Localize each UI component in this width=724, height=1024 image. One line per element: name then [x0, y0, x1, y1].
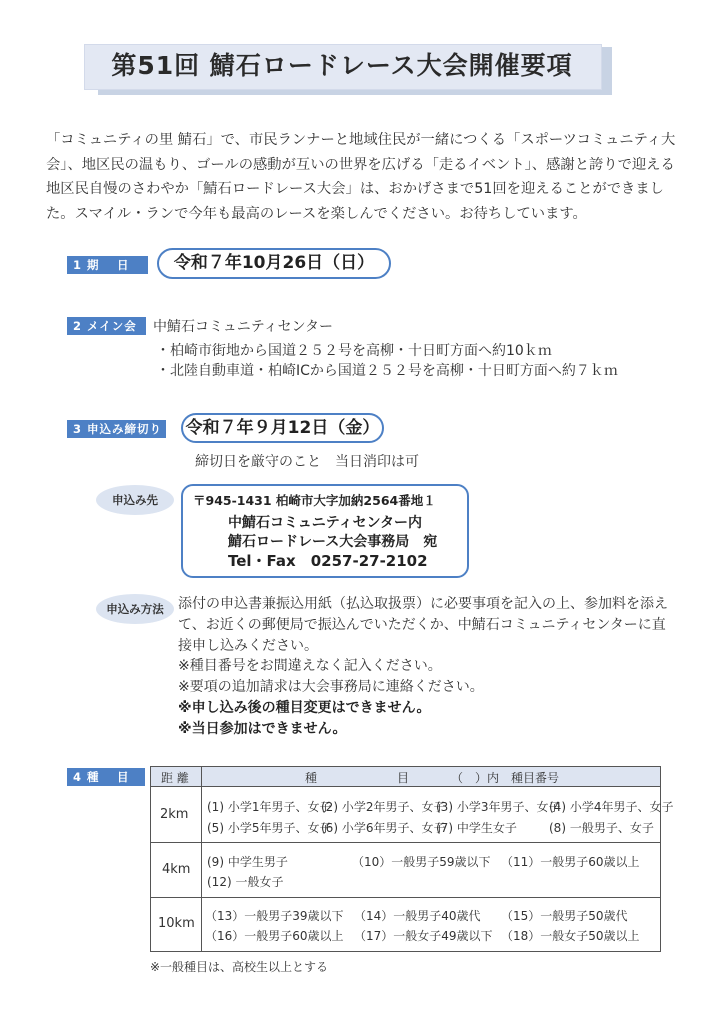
note-2: ※要項の追加請求は大会事務局に連絡ください。	[178, 679, 484, 695]
event-item: （16）一般男子60歳以上	[205, 929, 344, 943]
header-distance: 距 離	[161, 771, 189, 785]
section-label-venue: 2 メイン会場	[67, 317, 146, 335]
event-item: （18）一般女子50歳以上	[501, 929, 640, 943]
event-item: (12) 一般女子	[207, 875, 284, 889]
header-moku: 目	[397, 771, 410, 785]
event-item: (9) 中学生男子	[207, 855, 288, 869]
event-item: (4) 小学4年男子、女子	[549, 800, 674, 814]
section-label-events: 4 種 目	[67, 768, 145, 786]
event-item: (1) 小学1年男子、女子	[207, 800, 332, 814]
header-shu: 種	[305, 771, 318, 785]
intro-paragraph: 「コミュニティの里 鯖石」で、市民ランナーと地域住民が一緒につくる「スポーツコミュニティ大会」、地区民の温もり、ゴールの感動が互いの世界を広げる「走るイベント」、感謝と誇りで迎える地区民自慢のさわやか「鯖石ロードレース大会」は、おかげさまで51回を迎えることができました。スマイル・ランで今年も最高のレースを楽しんでください。お待ちしています。	[46, 132, 676, 222]
apply-to-label: 申込み先	[96, 485, 174, 515]
section-label-deadline: 3 申込み締切り	[67, 420, 166, 438]
event-item: （17）一般女子49歳以下	[354, 929, 493, 943]
venue-name: 中鯖石コミュニティセンター	[153, 319, 334, 335]
deadline-date: 令和７年９月12日（金）	[181, 413, 384, 443]
event-item: (8) 一般男子、女子	[549, 821, 654, 835]
table-row-divider	[150, 842, 661, 843]
event-item: (2) 小学2年男子、女子	[321, 800, 446, 814]
page-title: 第51回 鯖石ロードレース大会開催要項	[111, 51, 573, 80]
event-item: （10）一般男子59歳以下	[352, 855, 491, 869]
distance-4km: 4km	[162, 862, 191, 877]
apply-method-label: 申込み方法	[96, 594, 174, 624]
address-office: 鯖石ロードレース大会事務局 宛	[228, 534, 438, 550]
header-number: （ ）内 種目番号	[451, 771, 560, 785]
address-org: 中鯖石コミュニティセンター内	[228, 515, 423, 531]
section-label-date: 1 期 日	[67, 256, 148, 274]
event-item: (5) 小学5年男子、女子	[207, 821, 332, 835]
address-line: 〒945-1431 柏崎市大字加納2564番地１	[193, 493, 436, 508]
apply-method-text: 添付の申込書兼振込用紙（払込取扱票）に必要事項を記入の上、参加料を添えて、お近くの郵便局で振込んでいただくか、中鯖石コミュニティセンターに直接申し込みください。	[178, 596, 668, 654]
events-footnote: ※一般種目は、高校生以上とする	[150, 960, 329, 974]
venue-access-2: ・北陸自動車道・柏崎ICから国道２５２号を高柳・十日町方面へ約７ｋｍ	[156, 363, 618, 379]
event-item: （11）一般男子60歳以上	[501, 855, 640, 869]
note-bold-2: ※当日参加はできません。	[178, 721, 347, 737]
venue-access-1: ・柏崎市街地から国道２５２号を高柳・十日町方面へ約10ｋｍ	[156, 343, 552, 359]
event-item: （13）一般男子39歳以下	[205, 909, 344, 923]
event-date: 令和７年10月26日（日）	[157, 248, 391, 279]
table-divider	[201, 766, 202, 952]
event-item: (7) 中学生女子	[436, 821, 517, 835]
event-item: (3) 小学3年男子、女子	[436, 800, 561, 814]
event-item: (6) 小学6年男子、女子	[321, 821, 446, 835]
deadline-note: 締切日を厳守のこと 当日消印は可	[195, 454, 419, 470]
table-row-divider	[150, 897, 661, 898]
distance-2km: 2km	[160, 807, 189, 822]
event-item: （15）一般男子50歳代	[501, 909, 628, 923]
note-1: ※種目番号をお間違えなく記入ください。	[178, 658, 442, 674]
note-bold-1: ※申し込み後の種目変更はできません。	[178, 700, 431, 716]
tel-fax: Tel・Fax 0257-27-2102	[228, 552, 428, 570]
distance-10km: 10km	[158, 916, 195, 931]
event-item: （14）一般男子40歳代	[354, 909, 481, 923]
